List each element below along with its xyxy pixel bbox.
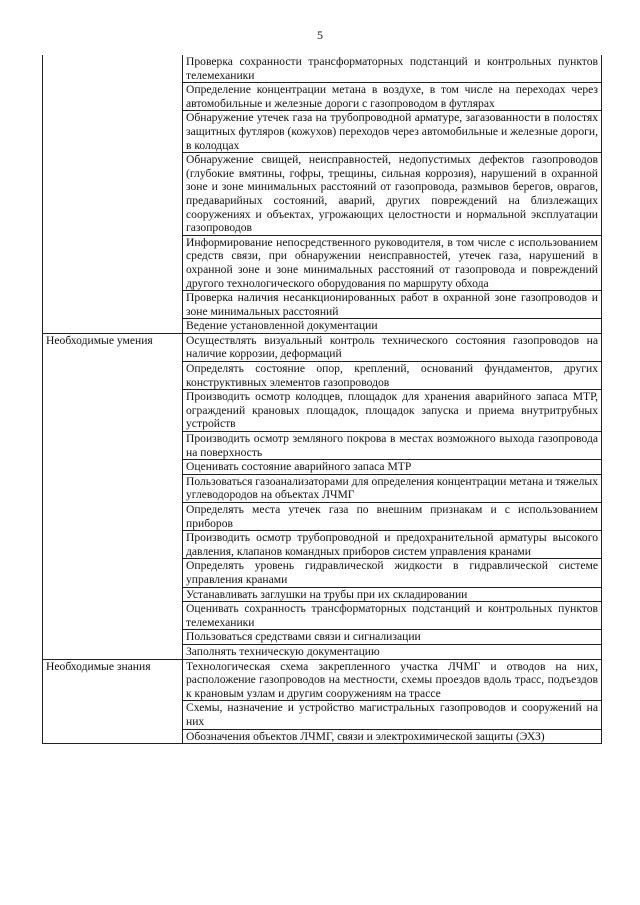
section-item: Ведение установленной документации	[183, 319, 602, 334]
section-label: Необходимые знания	[43, 659, 183, 744]
table-row	[43, 659, 602, 701]
section-item: Пользоваться средствами связи и сигнализации	[183, 630, 602, 645]
section-item: Проверка сохранности трансформаторных подстанций и контрольных пунктов телемеханики	[183, 55, 602, 83]
section-item: Устанавливать заглушки на трубы при их складировании	[183, 587, 602, 602]
section-item: Определение концентрации метана в воздухе, в том числе на переходах через автомобильные и железные дороги с газопроводом в футлярах	[183, 83, 602, 111]
section-item: Информирование непосредственного руководителя, в том числе с использованием средств связи, при обнаружении неисправностей, утечек газа, нарушений в охранной зоне и зоне минимальных расстояний от газопровода и повреждений другого технологического оборудования по маршруту обхода	[183, 235, 602, 290]
section-item: Пользоваться газоанализаторами для определения концентрации метана и тяжелых углеводородов на объектах ЛЧМГ	[183, 474, 602, 502]
section-item: Производить осмотр трубопроводной и предохранительной арматуры высокого давления, клапанов командных приборов систем управления кранами	[183, 531, 602, 559]
section-item: Осуществлять визуальный контроль технического состояния газопроводов на наличие коррозии, деформаций	[183, 333, 602, 361]
requirements-table-body	[43, 55, 602, 744]
section-item: Обнаружение утечек газа на трубопроводной арматуре, загазованности в полостях защитных футляров (кожухов) переходов через автомобильные и железные дороги, в колодцах	[183, 111, 602, 153]
section-item: Схемы, назначение и устройство магистральных газопроводов и сооружений на них	[183, 701, 602, 729]
section-item: Оценивать состояние аварийного запаса МТР	[183, 460, 602, 475]
section-item: Обнаружение свищей, неисправностей, недопустимых дефектов газопроводов (глубокие вмятины, гофры, трещины, сильная коррозия), нарушений в охранной зоне и зоне минимальных расстояний от газопровода, размывов берегов, оврагов, предаварийных состояний, аварий, других повреждений на близлежащих сооружениях и объектах, угрожающих целостности и нормальной эксплуатации газопроводов	[183, 153, 602, 236]
section-label	[43, 55, 183, 333]
section-item: Определять места утечек газа по внешним признакам и с использованием приборов	[183, 503, 602, 531]
requirements-table	[42, 55, 602, 744]
table-row	[43, 55, 602, 83]
section-item: Заполнять техническую документацию	[183, 644, 602, 659]
section-item: Производить осмотр колодцев, площадок для хранения аварийного запаса МТР, ограждений крановых площадок, площадок запуска и приема внутритрубных устройств	[183, 390, 602, 432]
section-item: Технологическая схема закрепленного участка ЛЧМГ и отводов на них, расположение газопроводов на местности, схемы проездов вдоль трасс, подъездов к крановым узлам и другим сооружениям на трассе	[183, 659, 602, 701]
section-item: Проверка наличия несанкционированных работ в охранной зоне газопроводов и зоне минимальных расстояний	[183, 291, 602, 319]
section-label: Необходимые умения	[43, 333, 183, 659]
page-number: 5	[317, 28, 323, 42]
table-row	[43, 333, 602, 361]
section-item: Определять уровень гидравлической жидкости в гидравлической системе управления кранами	[183, 559, 602, 587]
section-item: Оценивать сохранность трансформаторных подстанций и контрольных пунктов телемеханики	[183, 602, 602, 630]
section-item: Производить осмотр земляного покрова в местах возможного выхода газопровода на поверхность	[183, 432, 602, 460]
section-item: Обозначения объектов ЛЧМГ, связи и электрохимической защиты (ЭХЗ)	[183, 729, 602, 744]
section-item: Определять состояние опор, креплений, оснований фундаментов, других конструктивных элементов газопроводов	[183, 362, 602, 390]
